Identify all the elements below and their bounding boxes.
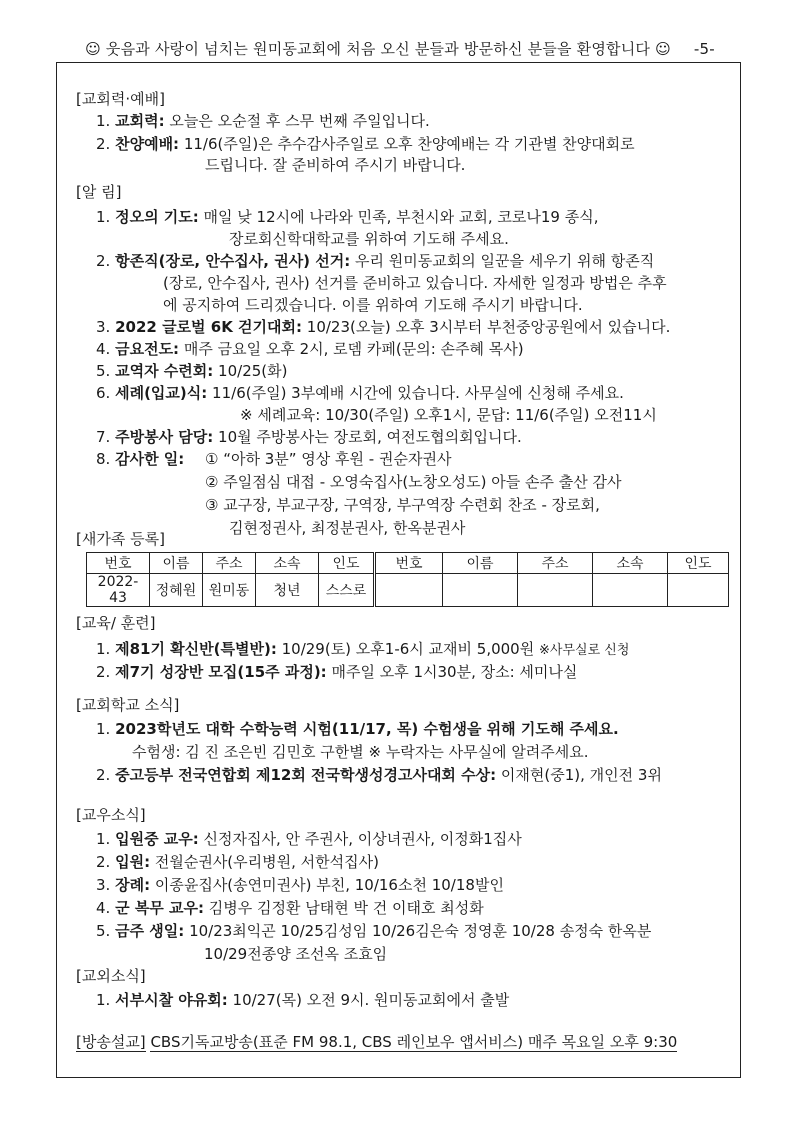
page-header <box>0 38 800 59</box>
members-item-5-cont: 10/29전종양 조선옥 조효임 <box>204 945 388 963</box>
worship-item-2: 2. 찬양예배: 11/6(주일)은 추수감사주일로 오후 찬양예배는 각 기관별 찬양대회로 <box>96 135 635 153</box>
notice-item-5: 5. 교역자 수련회: 10/25(화) <box>96 362 288 380</box>
page-number: -5- <box>693 40 715 58</box>
notice-item-2-cont1: (장로, 안수집사, 권사) 선거를 준비하고 있습니다. 자세한 일정과 방법은 추후 <box>163 274 667 292</box>
header-cell: 소속 <box>593 553 668 574</box>
header-cell: 주소 <box>203 553 256 574</box>
school-item-1: 1. 2023학년도 대학 수학능력 시험(11/17, 목) 수험생을 위해 기도해 주세요. <box>96 720 619 738</box>
notice-item-2: 2. 항존직(장로, 안수집사, 권사) 선거: 우리 원미동교회의 일꾼을 세우기 위해 항존직 <box>96 252 655 270</box>
section-title-newfamily: [새가족 등록] <box>76 530 165 548</box>
cell-name-2 <box>443 574 518 607</box>
section-title-school: [교회학교 소식] <box>76 696 180 714</box>
notice-item-6-cont: ※ 세례교육: 10/30(주일) 오후1시, 문답: 11/6(주일) 오전11시 <box>240 406 657 424</box>
cell-number-2 <box>375 574 443 607</box>
header-cell: 주소 <box>518 553 593 574</box>
cell-name: 정혜원 <box>150 574 203 607</box>
cell-group-2 <box>593 574 668 607</box>
thanks-3-cont: 김현정권사, 최정분권사, 한옥분권사 <box>229 519 466 537</box>
notice-item-8: 8. 감사한 일: <box>96 450 185 468</box>
table-row <box>87 574 729 607</box>
notice-item-2-cont2: 에 공지하여 드리겠습니다. 이를 위하여 기도해 주시기 바랍니다. <box>163 296 583 314</box>
school-item-2: 2. 중고등부 전국연합회 제12회 전국학생성경고사대회 수상: 이재현(중1), 개인전 3위 <box>96 766 662 784</box>
header-cell: 번호 <box>375 553 443 574</box>
section-title-outside: [교외소식] <box>76 967 146 985</box>
notice-item-4: 4. 금요전도: 매주 금요일 오후 2시, 로뎀 카페(문의: 손주혜 목사) <box>96 340 524 358</box>
education-item-1: 1. 제81기 확신반(특별반): 10/29(토) 오후1-6시 교재비 5,000원 ※사무실로 신청 <box>96 640 630 658</box>
worship-item-2-cont: 드립니다. 잘 준비하여 주시기 바랍니다. <box>205 156 466 174</box>
newfamily-table <box>86 552 729 607</box>
section-title-members: [교우소식] <box>76 806 146 824</box>
header-cell: 인도 <box>668 553 729 574</box>
thanks-2: ② 주일점심 대접 - 오영숙집사(노창오성도) 아들 손주 출산 감사 <box>205 473 622 491</box>
header-cell: 번호 <box>87 553 150 574</box>
members-item-2: 2. 입원: 전월순권사(우리병원, 서한석집사) <box>96 853 379 871</box>
notice-item-3: 3. 2022 글로벌 6K 걷기대회: 10/23(오늘) 오후 3시부터 부천중앙공원에서 있습니다. <box>96 318 671 336</box>
notice-item-1: 1. 정오의 기도: 매일 낮 12시에 나라와 민족, 부천시와 교회, 코로나19 종식, <box>96 208 599 226</box>
members-item-3: 3. 장례: 이종윤집사(송연미권사) 부친, 10/16소천 10/18발인 <box>96 876 504 894</box>
section-title-worship: [교회력·예배] <box>76 90 165 108</box>
header-cell: 이름 <box>443 553 518 574</box>
broadcast-text: CBS기독교방송(표준 FM 98.1, CBS 레인보우 앱서비스) 매주 목요일 오후 9:30 <box>150 1033 678 1051</box>
broadcast-tag: [방송설교] <box>76 1033 146 1051</box>
notice-item-7: 7. 주방봉사 담당: 10월 주방봉사는 장로회, 여전도협의회입니다. <box>96 428 522 446</box>
cell-guide: 스스로 <box>319 574 375 607</box>
thanks-3: ③ 교구장, 부교구장, 구역장, 부구역장 수련회 찬조 - 장로회, <box>205 496 600 514</box>
header-cell: 소속 <box>256 553 319 574</box>
header-cell: 이름 <box>150 553 203 574</box>
cell-guide-2 <box>668 574 729 607</box>
broadcast-line <box>76 1031 677 1052</box>
welcome-text: ☺ 웃음과 사랑이 넘치는 원미동교회에 처음 오신 분들과 방문하신 분들을 환영합니다 ☺ <box>85 40 671 58</box>
notice-item-6: 6. 세례(입교)식: 11/6(주일) 3부예배 시간에 있습니다. 사무실에 신청해 주세요. <box>96 384 624 402</box>
cell-address: 원미동 <box>203 574 256 607</box>
worship-item-1: 1. 교회력: 오늘은 오순절 후 스무 번째 주일입니다. <box>96 112 430 130</box>
education-item-2: 2. 제7기 성장반 모집(15주 과정): 매주일 오후 1시30분, 장소: 세미나실 <box>96 663 578 681</box>
thanks-1: ① “아하 3분” 영상 후원 - 권순자권사 <box>205 450 452 468</box>
cell-number: 2022-43 <box>87 574 150 607</box>
table-header-row <box>87 553 729 574</box>
school-item-1-cont: 수험생: 김 진 조은빈 김민호 구한별 ※ 누락자는 사무실에 알려주세요. <box>132 743 589 761</box>
members-item-5: 5. 금주 생일: 10/23최익곤 10/25김성임 10/26김은숙 정영훈 10/28 송정숙 한옥분 <box>96 922 652 940</box>
notice-item-1-cont: 장로회신학대학교를 위하여 기도해 주세요. <box>229 230 509 248</box>
cell-address-2 <box>518 574 593 607</box>
members-item-1: 1. 입원중 교우: 신정자집사, 안 주권사, 이상녀권사, 이정화1집사 <box>96 830 522 848</box>
cell-group: 청년 <box>256 574 319 607</box>
header-cell: 인도 <box>319 553 375 574</box>
members-item-4: 4. 군 복무 교우: 김병우 김정환 남태현 박 건 이태호 최성화 <box>96 899 484 917</box>
section-title-education: [교육/ 훈련] <box>76 614 156 632</box>
section-title-notice: [알 림] <box>76 183 122 201</box>
outside-item-1: 1. 서부시찰 야유회: 10/27(목) 오전 9시. 원미동교회에서 출발 <box>96 991 510 1009</box>
